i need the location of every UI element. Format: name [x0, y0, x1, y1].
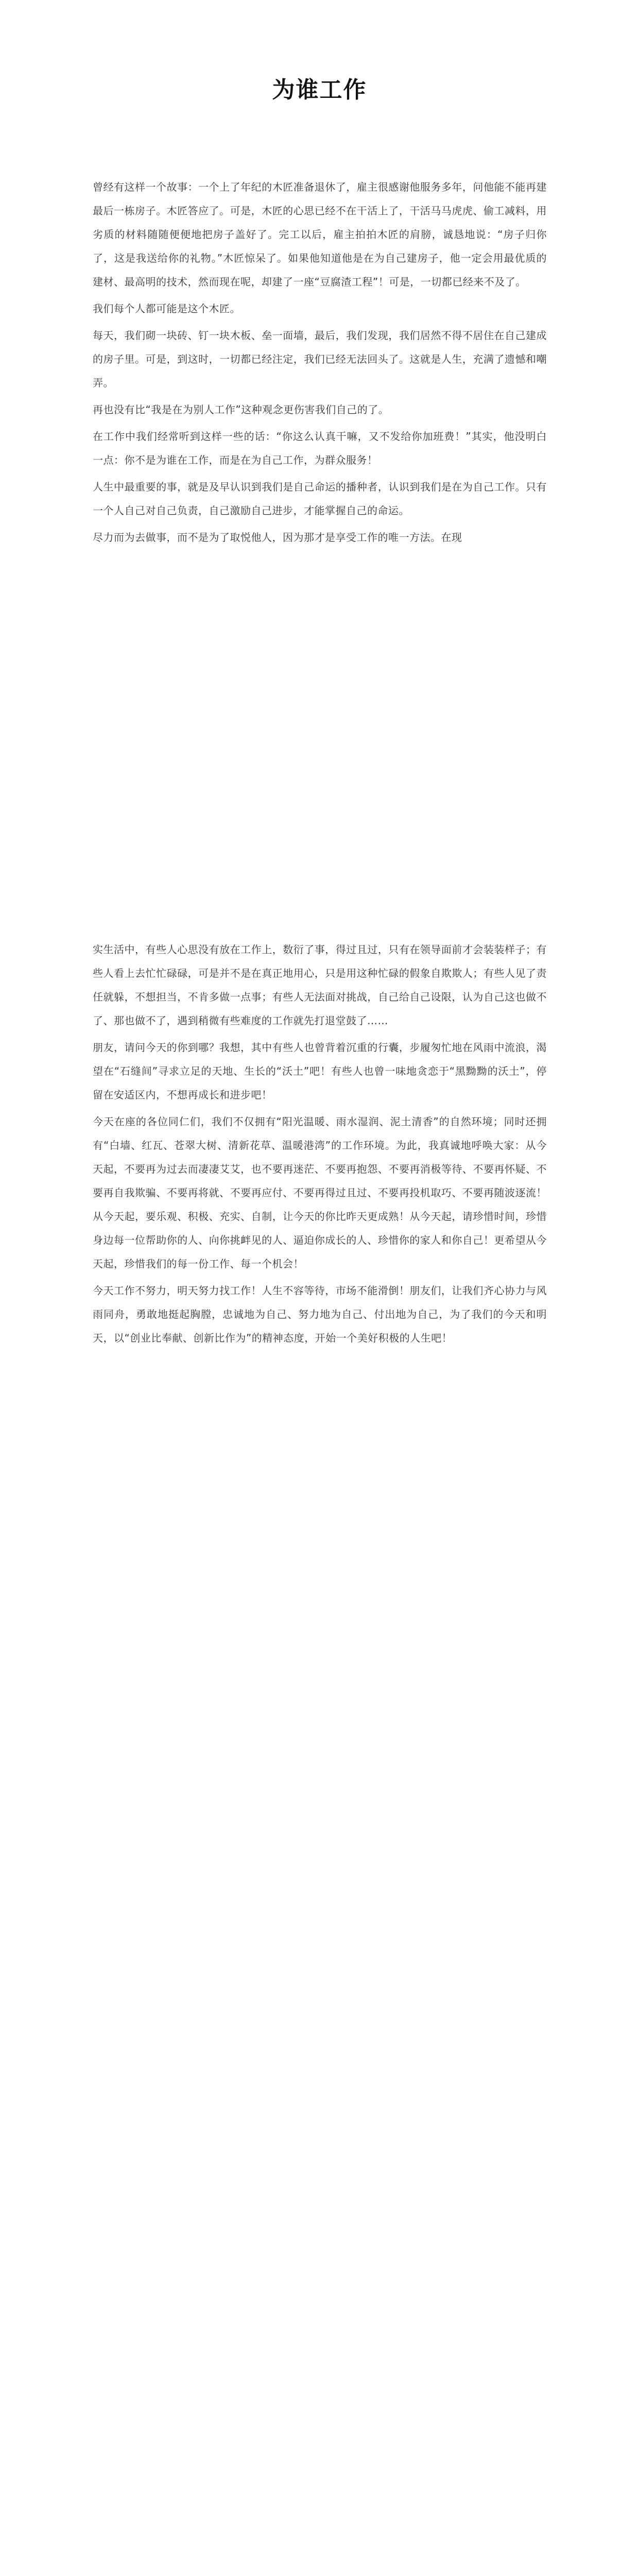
paragraph: 在工作中我们经常听到这样一些的话：“你这么认真干嘛，又不发给你加班费！”其实，他没明白一点：你不是为谁在工作，而是在为自己工作，为群众服务！ — [93, 430, 547, 466]
paragraph: 朋友，请问今天的你到哪？我想，其中有些人也曾背着沉重的行囊，步履匆忙地在风雨中流浪，渴望在“石缝间”寻求立足的天地、生长的“沃土”吧！有些人也曾一味地贪恋于“黑黝黝的沃土”，停留在安适区内，不想再成长和进步吧！ — [93, 1041, 547, 1101]
article-body-part-1 — [93, 175, 547, 552]
paragraph: 再也没有比“我是在为别人工作”这种观念更伤害我们自己的了。 — [93, 403, 389, 416]
paragraph: 实生活中，有些人心思没有放在工作上，数衍了事，得过且过，只有在领导面前才会装装样子；有些人看上去忙忙碌碌，可是并不是在真正地用心，只是用这种忙碌的假象自欺欺人；有些人见了责任就躲，不想担当，不肯多做一点事；有些人无法面对挑战，自己给自己设限，认为自己这也做不了、那也做不了，遇到稍微有些难度的工作就先打退堂鼓了…… — [93, 943, 547, 1027]
paragraph: 曾经有这样一个故事：一个上了年纪的木匠准备退休了，雇主很感谢他服务多年，问他能不能再建最后一栋房子。木匠答应了。可是，木匠的心思已经不在干活上了，干活马马虎虎、偷工减料，用劣质的材料随随便便地把房子盖好了。完工以后，雇主拍拍木匠的肩膀，诚恳地说：“房子归你了，这是我送给你的礼物。”木匠惊呆了。如果他知道他是在为自己建房子，他一定会用最优质的建材、最高明的技术，然而现在呢，却建了一座“豆腐渣工程”！可是，一切都已经来不及了。 — [93, 181, 547, 288]
paragraph: 我们每个人都可能是这个木匠。 — [93, 302, 240, 315]
article-title: 为谁工作 — [272, 77, 367, 103]
paragraph: 人生中最重要的事，就是及早认识到我们是自己命运的播种者，认识到我们是在为自己工作。只有一个人自己对自己负责，自己激励自己进步，才能掌握自己的命运。 — [93, 481, 547, 517]
paragraph: 今天在座的各位同仁们，我们不仅拥有“阳光温暖、雨水湿润、泥土清香”的自然环境；同时还拥有“白墙、红瓦、苍翠大树、清新花草、温暖港湾”的工作环境。为此，我真诚地呼唤大家：从今天起，不要再为过去而凄凄艾艾，也不要再迷茫、不要再抱怨、不要再消极等待、不要再怀疑、不要再自我欺骗、不要再将就、不要再应付、不要再得过且过、不要再投机取巧、不要再随波逐流！从今天起，要乐观、积极、充实、自制，让今天的你比昨天更成熟！从今天起，请珍惜时间，珍惜身边每一位帮助你的人、向你挑衅见的人、逼迫你成长的人、珍惜你的家人和你自己！更希望从今天起，珍惜我们的每一份工作、每一个机会！ — [93, 1115, 547, 1270]
paragraph: 尽力而为去做事，而不是为了取悦他人，因为那才是享受工作的唯一方法。在现 — [93, 531, 462, 544]
paragraph: 今天工作不努力，明天努力找工作！人生不容等待，市场不能滑倒！朋友们，让我们齐心协力与风雨同舟，勇敢地挺起胸膛，忠诚地为自己、努力地为自己、付出地为自己，为了我们的今天和明天，以“创业比奉献、创新比作为”的精神态度，开始一个美好积极的人生吧！ — [93, 1284, 547, 1344]
article-body-part-2 — [93, 938, 547, 1353]
paragraph: 每天，我们砌一块砖、钉一块木板、垒一面墙，最后，我们发现，我们居然不得不居住在自己建成的房子里。可是，到这时，一切都已经注定，我们已经无法回头了。这就是人生，充满了遗憾和嘲弄。 — [93, 329, 547, 389]
